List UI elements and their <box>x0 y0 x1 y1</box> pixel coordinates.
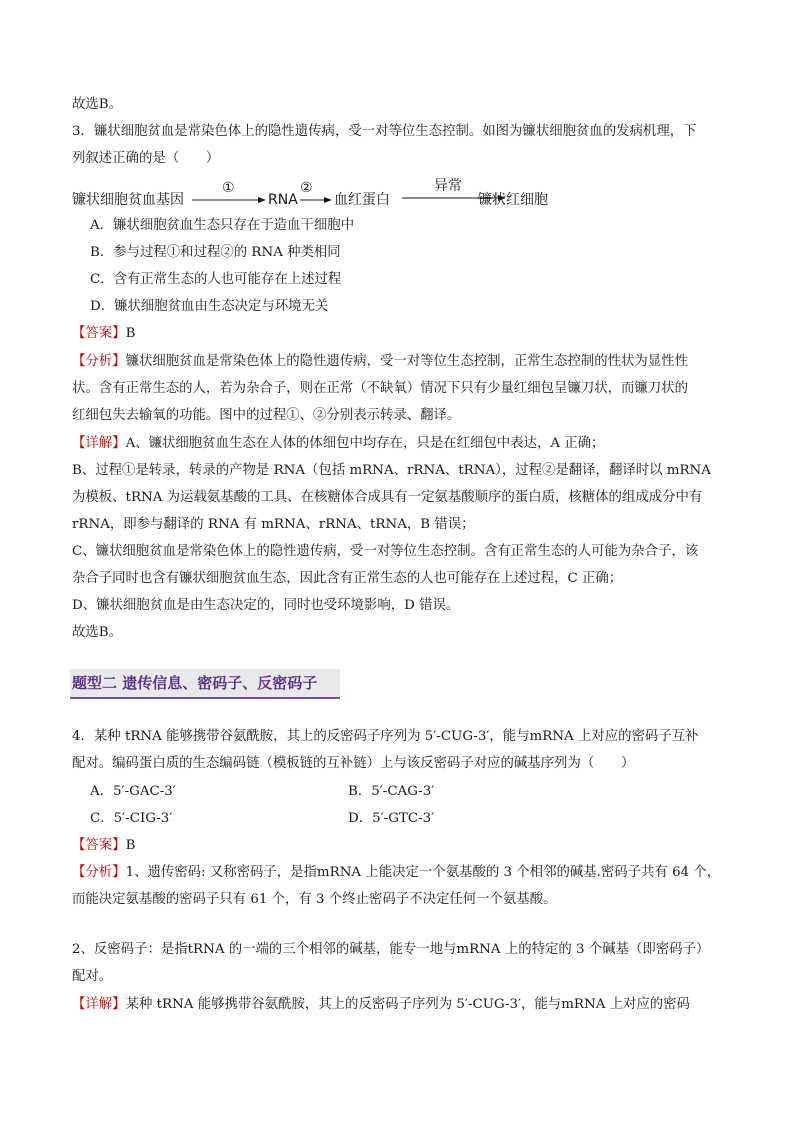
answer-tag: 【答案】 <box>72 838 126 853</box>
q4-analysis-line1 <box>72 863 720 883</box>
sickle-cell-mechanism-diagram <box>72 176 592 212</box>
q3-conclusion: 故选B。 <box>72 625 123 640</box>
q3-detail-line2: B、过程①是转录，转录的产物是 RNA（包括 mRNA、rRNA、tRNA），过程②是翻译，翻译时以 mRNA <box>72 463 711 478</box>
q3-detail-line1 <box>72 434 604 454</box>
detail-text: A、镰状细胞贫血生态在人体的体细包中均存在，只是在红细包中表达，A 正确； <box>125 436 605 451</box>
q3-detail-line3: 为模板、tRNA 为运载氨基酸的工具、在核糖体合成具有一定氨基酸顺序的蛋白质，核糖体的组成成分中有 <box>72 490 703 505</box>
q4-option-d: D．5′-GTC-3′ <box>348 811 435 826</box>
section-title: 题型二 遗传信息、密码子、反密码子 <box>70 669 340 699</box>
diagram-cell-label: 镰状红细胞 <box>478 192 548 208</box>
answer-tag: 【答案】 <box>72 326 126 341</box>
q3-stem-line1: 3．镰状细胞贫血是常染色体上的隐性遗传病，受一对等位生态控制。如图为镰状细胞贫血的发病机理，下 <box>72 124 697 139</box>
answer-value: B <box>125 326 136 341</box>
diagram-rna-label: RNA <box>268 192 298 208</box>
q3-stem-line2: 列叙述正确的是（ ） <box>72 151 220 166</box>
q4-analysis-line2: 而能决定氨基酸的密码子只有 61 个，有 3 个终止密码子不决定任何一个氨基酸。 <box>72 892 557 907</box>
diagram-abnormal-label: 异常 <box>434 178 462 194</box>
q4-stem-line2: 配对。编码蛋白质的生态编码链（模板链的互补链）上与该反密码子对应的碱基序列为（ ） <box>72 756 635 771</box>
q3-detail-line4: rRNA，即参与翻译的 RNA 有 mRNA、rRNA、tRNA，B 错误； <box>72 517 475 532</box>
q4-option-b: B．5′-CAG-3′ <box>348 784 435 799</box>
q4-analysis-line3: 2、反密码子：是指tRNA 的一端的三个相邻的碱基，能专一地与mRNA 上的特定的 3 个碱基（即密码子） <box>72 942 710 957</box>
analysis-tag: 【分析】 <box>72 865 126 880</box>
analysis-text: 镰状细胞贫血是常染色体上的隐性遗传病，受一对等位生态控制，正常生态控制的性状为显性性 <box>125 354 688 369</box>
q3-option-a: A．镰状细胞贫血生态只存在于造血干细胞中 <box>90 218 355 233</box>
diagram-step1-label: ① <box>222 180 235 196</box>
q3-option-d: D．镰状细胞贫血由生态决定与环境无关 <box>90 299 329 314</box>
q3-detail-line5: C、镰状细胞贫血是常染色体上的隐性遗传病，受一对等位生态控制。含有正常生态的人可能为杂合子，该 <box>72 544 699 559</box>
q3-detail-line7: D、镰状细胞贫血是由生态决定的，同时也受环境影响，D 错误。 <box>72 598 460 613</box>
q4-option-a: A．5′-GAC-3′ <box>90 784 176 799</box>
q3-analysis-line1 <box>72 352 688 372</box>
diagram-arrowhead-2 <box>324 197 332 203</box>
q3-answer <box>72 324 135 344</box>
q4-analysis-line4: 配对。 <box>72 969 113 984</box>
diagram-gene-label: 镰状细胞贫血基因 <box>72 192 184 208</box>
detail-tag: 【详解】 <box>72 997 126 1012</box>
q4-answer <box>72 836 135 856</box>
analysis-tag: 【分析】 <box>72 354 126 369</box>
q3-detail-line6: 杂合子同时也含有镰状细胞贫血生态，因此含有正常生态的人也可能存在上述过程，C 正确； <box>72 571 623 586</box>
diagram-protein-label: 血红蛋白 <box>334 192 390 208</box>
q3-analysis-line3: 红细包失去输氧的功能。图中的过程①、②分别表示转录、翻译。 <box>72 408 461 423</box>
q3-option-b: B．参与过程①和过程②的 RNA 种类相同 <box>90 245 341 260</box>
detail-text: 某种 tRNA 能够携带谷氨酰胺，其上的反密码子序列为 5′-CUG-3′，能与mRNA 上对应的密码 <box>125 997 690 1012</box>
q4-stem-line1: 4．某种 tRNA 能够携带谷氨酰胺，其上的反密码子序列为 5′-CUG-3′，能与mRNA 上对应的密码子互补 <box>72 729 699 744</box>
q3-analysis-line2: 状。含有正常生态的人，若为杂合子，则在正常（不缺氧）情况下只有少量红细包呈镰刀状，而镰刀状的 <box>72 381 688 396</box>
detail-tag: 【详解】 <box>72 436 126 451</box>
q4-detail-line1 <box>72 995 690 1015</box>
answer-value: B <box>125 838 136 853</box>
diagram-arrowhead-1 <box>258 197 266 203</box>
diagram-step2-label: ② <box>300 180 313 196</box>
previous-conclusion: 故选B。 <box>72 97 123 112</box>
q4-option-c: C．5′-CIG-3′ <box>90 811 173 826</box>
analysis-text: 1、遗传密码: 又称密码子，是指mRNA 上能决定一个氨基酸的 3 个相邻的碱基.密码子共有 64 个， <box>125 865 721 880</box>
q3-option-c: C．含有正常生态的人也可能存在上述过程 <box>90 272 342 287</box>
